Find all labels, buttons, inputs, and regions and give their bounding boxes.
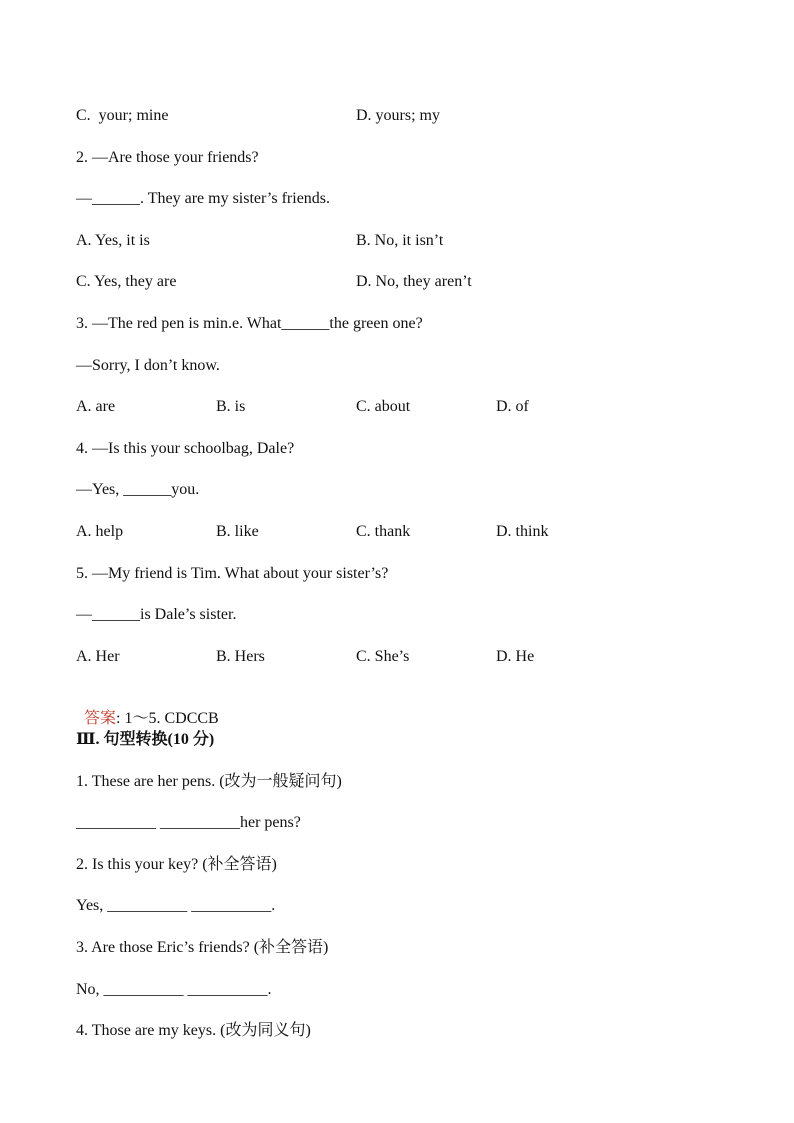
s3-item-2-blank: Yes, __________ __________. <box>76 897 276 914</box>
q2-option-d: D. No, they aren’t <box>356 273 472 290</box>
q3-option-b: B. is <box>216 398 246 415</box>
s3-item-3-blank: No, __________ __________. <box>76 981 272 998</box>
q3-option-c: C. about <box>356 398 411 415</box>
q3-option-a: A. are <box>76 398 116 415</box>
answer-label: 答案 <box>84 710 117 727</box>
q4-option-d: D. think <box>496 523 549 540</box>
q2-option-b: B. No, it isn’t <box>356 232 444 249</box>
q3-option-d: D. of <box>496 398 529 415</box>
s3-item-4-prompt: 4. Those are my keys. (改为同义句) <box>76 1022 311 1039</box>
q3-reply: —Sorry, I don’t know. <box>76 357 220 374</box>
q3-question: 3. —The red pen is min.e. What______the green one? <box>76 315 423 332</box>
q5-option-d: D. He <box>496 648 535 665</box>
s3-item-3-prompt: 3. Are those Eric’s friends? (补全答语) <box>76 939 329 956</box>
q4-option-c: C. thank <box>356 523 411 540</box>
q5-option-c: C. She’s <box>356 648 410 665</box>
answer-line <box>76 689 219 729</box>
q2-option-c: C. Yes, they are <box>76 273 177 290</box>
section-3-title: Ⅲ. 句型转换(10 分) <box>76 731 215 748</box>
q5-option-a: A. Her <box>76 648 120 665</box>
q4-option-a: A. help <box>76 523 124 540</box>
q5-option-b: B. Hers <box>216 648 265 665</box>
answer-text: : 1～5. CDCCB <box>116 710 219 727</box>
q2-question: 2. —Are those your friends? <box>76 149 259 166</box>
q5-question: 5. —My friend is Tim. What about your sister’s? <box>76 565 389 582</box>
q4-reply: —Yes, ______you. <box>76 481 200 498</box>
q2-reply: —______. They are my sister’s friends. <box>76 190 331 207</box>
q1-option-d: D. yours; my <box>356 107 440 124</box>
s3-item-1-blank: __________ __________her pens? <box>76 814 301 831</box>
q4-option-b: B. like <box>216 523 259 540</box>
q5-reply: —______is Dale’s sister. <box>76 606 237 623</box>
s3-item-2-prompt: 2. Is this your key? (补全答语) <box>76 856 277 873</box>
q1-option-c: C. your; mine <box>76 107 169 124</box>
q2-option-a: A. Yes, it is <box>76 232 150 249</box>
s3-item-1-prompt: 1. These are her pens. (改为一般疑问句) <box>76 773 342 790</box>
q4-question: 4. —Is this your schoolbag, Dale? <box>76 440 295 457</box>
